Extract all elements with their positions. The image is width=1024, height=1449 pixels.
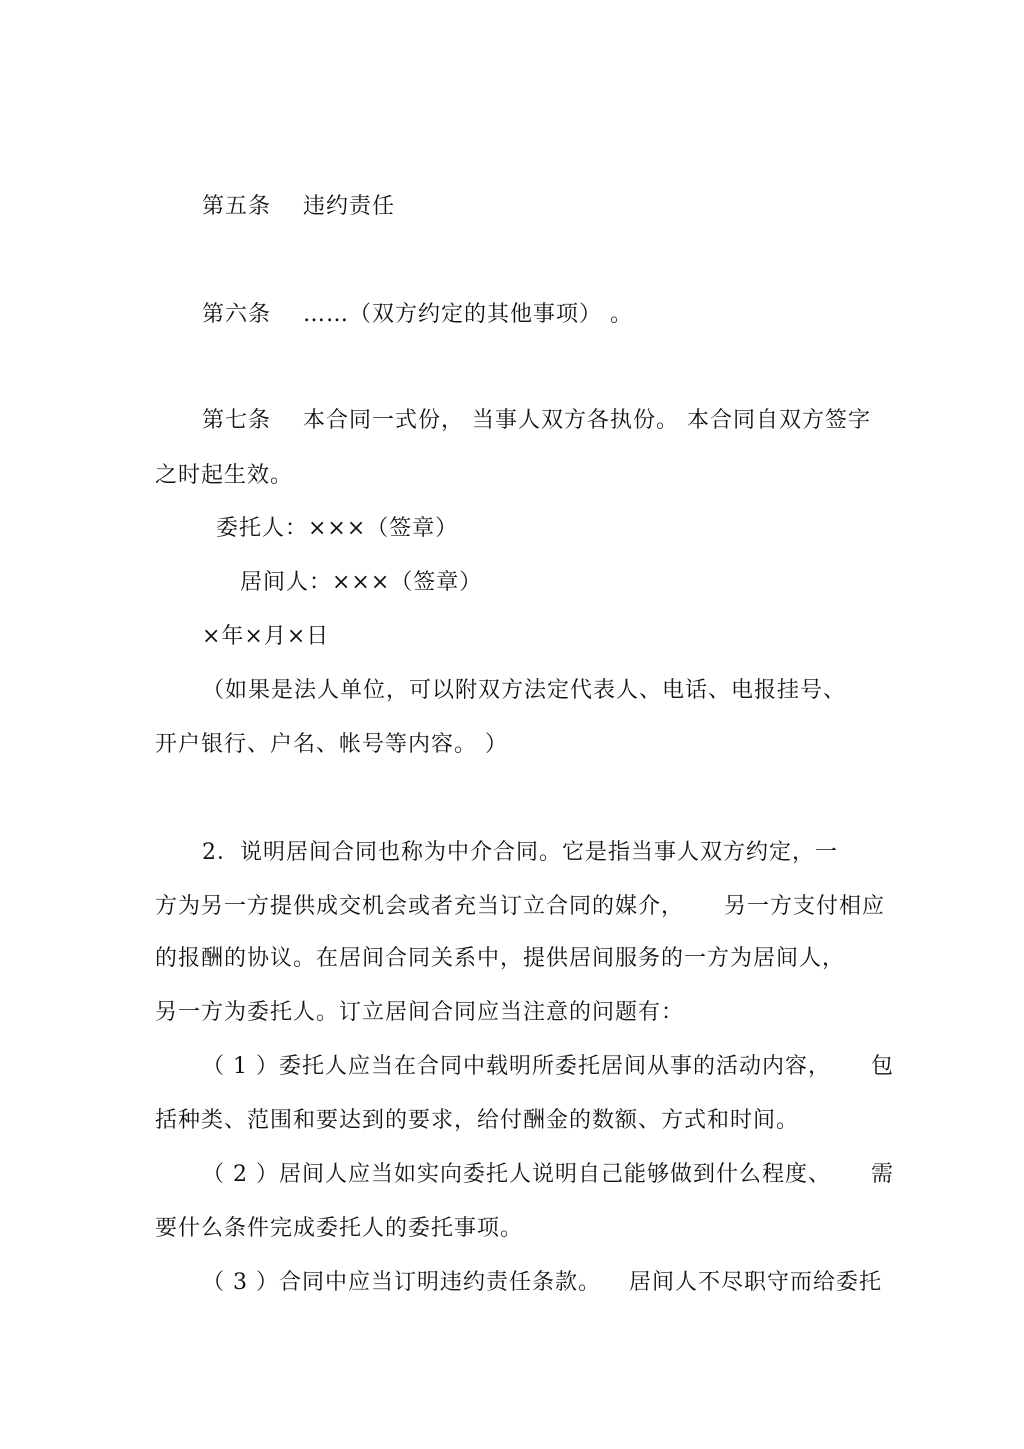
point-3-line-1 [202, 1268, 882, 1298]
point-1-text-b: 包 [871, 1054, 895, 1079]
article-6-text: ……（双方约定的其他事项） 。 [303, 302, 634, 327]
explanation-line-1: 2．说明居间合同也称为中介合同。它是指当事人双方约定，一 [202, 840, 838, 865]
point-2-line-1 [202, 1160, 894, 1190]
point-1-line-2: 括种类、范围和要达到的要求，给付酬金的数额、方式和时间。 [155, 1108, 800, 1133]
article-6-label: 第六条 [202, 302, 272, 327]
broker-signature: 居间人：×××（签章） [240, 570, 483, 595]
explanation-line-3: 的报酬的协议。在居间合同关系中，提供居间服务的一方为居间人， [155, 946, 846, 971]
article-7-text-1: 本合同一式份， 当事人双方各执份。 本合同自双方签字 [303, 408, 872, 433]
point-2-line-2: 要什么条件完成委托人的委托事项。 [155, 1216, 524, 1241]
article-7-line-2: 之时起生效。 [155, 463, 294, 488]
explanation-line-2b: 另一方支付相应 [724, 894, 886, 919]
article-7-label: 第七条 [202, 408, 272, 433]
explanation-line-4: 另一方为委托人。订立居间合同应当注意的问题有： [155, 1000, 685, 1025]
signature-date: ×年×月×日 [202, 624, 330, 649]
point-2-text-a: （ 2 ）居间人应当如实向委托人说明自己能够做到什么程度、 [202, 1162, 831, 1187]
article-5-text: 违约责任 [303, 194, 396, 219]
explanation-line-2 [155, 892, 885, 922]
point-2-text-b: 需 [871, 1162, 895, 1187]
point-1-text-a: （ 1 ）委托人应当在合同中载明所委托居间从事的活动内容， [202, 1054, 831, 1079]
note-line-1: （如果是法人单位，可以附双方法定代表人、电话、电报挂号、 [202, 678, 847, 703]
article-5-label: 第五条 [202, 194, 272, 219]
article-6 [202, 300, 633, 330]
client-signature: 委托人：×××（签章） [216, 516, 459, 541]
explanation-line-2a: 方为另一方提供成交机会或者充当订立合同的媒介， [155, 894, 685, 919]
point-1-line-1 [202, 1052, 894, 1082]
point-3-text-a: （ 3 ）合同中应当订明违约责任条款。 [202, 1270, 601, 1295]
note-line-2: 开户银行、户名、帐号等内容。 ） [155, 732, 508, 757]
point-3-text-b: 居间人不尽职守而给委托 [629, 1270, 883, 1295]
article-5 [202, 192, 395, 222]
article-7-line-1 [202, 406, 871, 436]
